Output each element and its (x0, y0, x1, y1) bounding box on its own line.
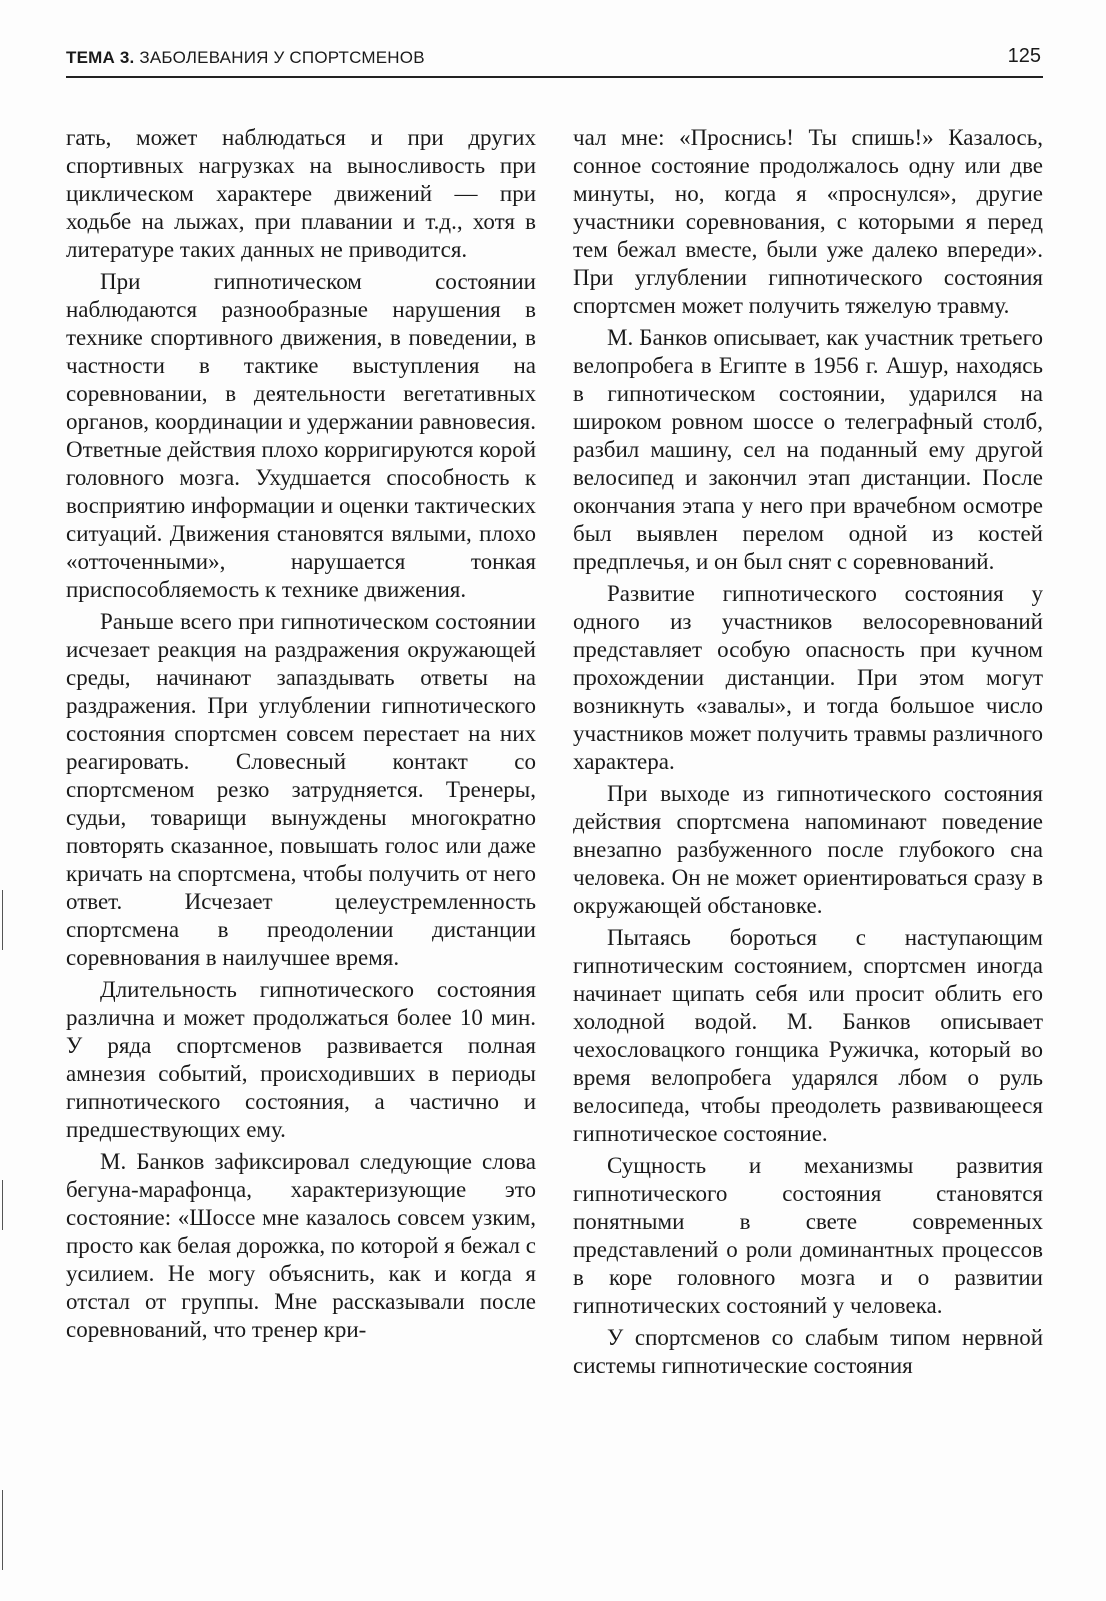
chapter-title (66, 48, 425, 68)
page-number: 125 (1007, 45, 1041, 67)
paragraph: Пытаясь бороться с наступающим гипнотическим состоянием, спортсмен иногда начинает щипать себя или просит облить его холодной водой. М. Банков описывает чехословацкого гонщика Ружичка, который во время велопробега ударялся лбом о руль велосипеда, чтобы преодолеть развивающееся гипнотическое состояние. (573, 925, 1043, 1146)
paragraph: Сущность и механизмы развития гипнотического состояния становятся понятными в свете современных представлений о роли доминантных процессов в коре головного мозга и о развитии гипнотических состояний у человека. (573, 1153, 1043, 1318)
paragraph: чал мне: «Проснись! Ты спишь!» Казалось, сонное состояние продолжалось одну или две минуты, но, когда я «проснулся», другие участники соревнования, с которыми я перед тем бежал вместе, были уже далеко впереди». При углублении гипнотического состояния спортсмен может получить тяжелую травму. (573, 125, 1043, 318)
paragraph: При выходе из гипнотического состояния действия спортсмена напоминают поведение внезапно разбуженного после глубокого сна человека. Он не может ориентироваться сразу в окружающей обстановке. (573, 781, 1043, 918)
paragraph: гать, может наблюдаться и при других спортивных нагрузках на выносливость при циклическом характере движений — при ходьбе на лыжах, при плавании и т.д., хотя в литературе таких данных не приводится. (66, 125, 536, 262)
paragraph: Раньше всего при гипнотическом состоянии исчезает реакция на раздражения окружающей среды, начинают запаздывать ответы на раздражения. При углублении гипнотического состояния спортсмен совсем перестает на них реагировать. Словесный контакт со спортсменом резко затрудняется. Тренеры, судьи, товарищи вынуждены многократно повторять сказанное, повышать голос или даже кричать на спортсмена, чтобы получить от него ответ. Исчезает целеустремленность спортсмена в преодолении дистанции соревнования в наилучшее время. (66, 609, 536, 970)
paragraph: У спортсменов со слабым типом нервной системы гипнотические состояния (573, 1325, 1043, 1378)
paragraph: Развитие гипнотического состояния у одного из участников велосоревнований представляет особую опасность при кучном прохождении дистанции. При этом могут возникнуть «завалы», и тогда большое число участников может получить травмы различного характера. (573, 581, 1043, 774)
paragraph: При гипнотическом состоянии наблюдаются разнообразные нарушения в технике спортивного движения, в поведении, в частности в тактике выступления на соревновании, в деятельности вегетативных органов, координации и удержании равновесия. Ответные действия плохо корригируются корой головного мозга. Ухудшается способность к восприятию информации и оценки тактических ситуаций. Движения становятся вялыми, плохо «отточенными», нарушается тонкая приспособляемость к технике движения. (66, 269, 536, 602)
chapter-number: ТЕМА 3. (66, 48, 135, 67)
chapter-name: ЗАБОЛЕВАНИЯ У СПОРТСМЕНОВ (139, 48, 425, 67)
paragraph: Длительность гипнотического состояния различна и может продолжаться более 10 мин. У ряда спортсменов развивается полная амнезия событий, происходивших в периоды гипнотического состояния, а частично и предшествующих ему. (66, 977, 536, 1142)
paragraph: М. Банков зафиксировал следующие слова бегуна-марафонца, характеризующие это состояние: «Шоссе мне казалось совсем узким, просто как белая дорожка, по которой я бежал с усилием. Не могу объяснить, как и когда я отстал от группы. Мне рассказывали после соревнований, что тренер кри- (66, 1149, 536, 1342)
running-header (66, 44, 1043, 78)
left-column (66, 124, 536, 1348)
scan-edge-mark (2, 1180, 3, 1230)
scan-edge-mark (2, 1490, 3, 1570)
scan-edge-mark (2, 890, 3, 950)
right-column (573, 124, 1043, 1384)
paragraph: М. Банков описывает, как участник третьего велопробега в Египте в 1956 г. Ашур, находясь в гипнотическом состоянии, ударился на широком ровном шоссе о телеграфный столб, разбил машину, сел на поданный ему другой велосипед и закончил этап дистанции. После окончания этапа у него при врачебном осмотре был выявлен перелом одной из костей предплечья, и он был снят с соревнований. (573, 325, 1043, 574)
